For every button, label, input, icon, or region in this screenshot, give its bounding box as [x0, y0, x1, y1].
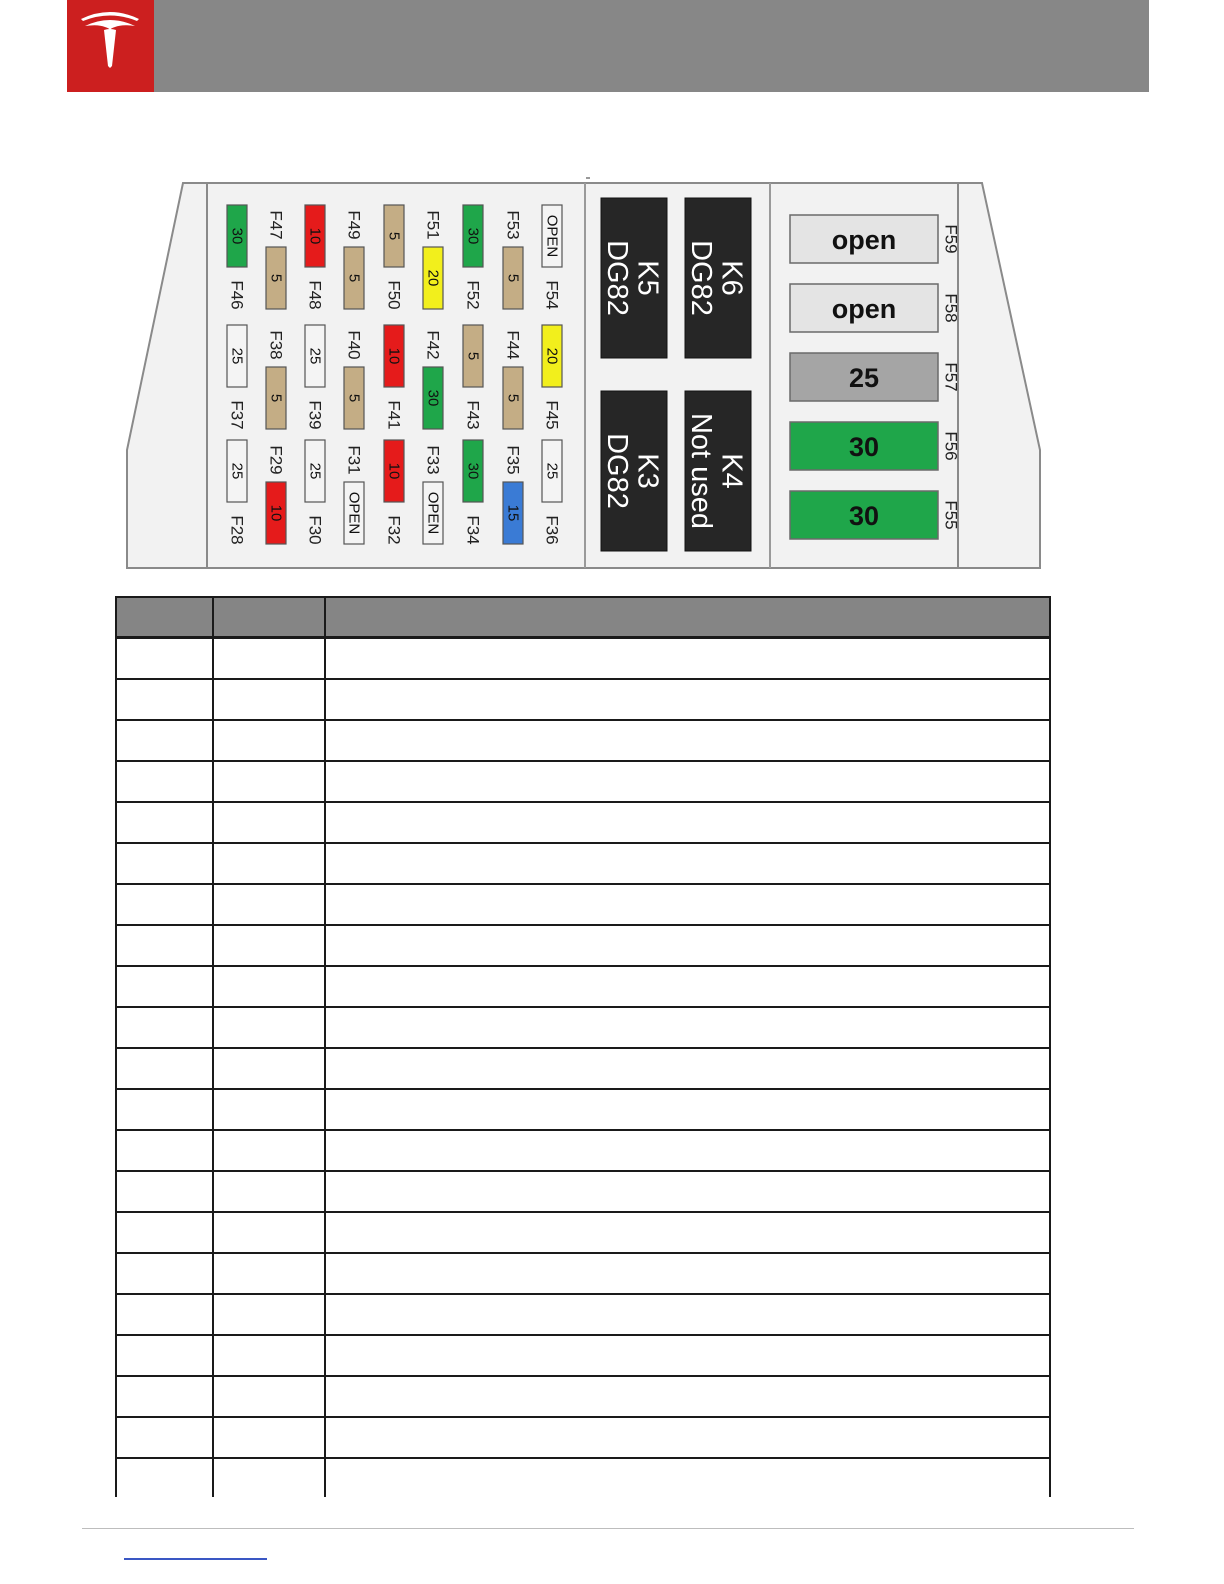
table-cell — [213, 679, 325, 720]
table-cell — [325, 679, 1050, 720]
table-cell — [213, 802, 325, 843]
fuse-number-label: F51 — [423, 210, 443, 240]
fuse-amp-label: 15 — [504, 504, 522, 522]
minifuse-f38 — [266, 330, 286, 429]
fuse-number-label: F28 — [227, 515, 247, 545]
table-cell — [213, 884, 325, 925]
table-row — [116, 1048, 1050, 1089]
table-cell — [325, 1089, 1050, 1130]
table-cell — [213, 1130, 325, 1171]
fuse-number-label: F34 — [463, 515, 483, 545]
table-cell — [116, 1376, 213, 1417]
maxifuse-f55 — [790, 491, 961, 539]
table-cell — [116, 843, 213, 884]
table-cell — [325, 1417, 1050, 1458]
fuse-amp-label: 30 — [464, 227, 482, 245]
table-row — [116, 1294, 1050, 1335]
table-cell — [213, 720, 325, 761]
table-cell — [325, 1294, 1050, 1335]
fuse-amp-label: 5 — [267, 273, 285, 283]
relay-label: K4Not used — [684, 412, 748, 530]
table-cell — [325, 638, 1050, 680]
fuse-number-label: F33 — [423, 445, 443, 475]
minifuse-f49 — [344, 210, 364, 309]
table-cell — [116, 1048, 213, 1089]
table-cell — [325, 925, 1050, 966]
fuse-amp-label: OPEN — [543, 214, 561, 258]
table-cell — [325, 761, 1050, 802]
fuse-amp-label: 30 — [228, 227, 246, 245]
footer-rule — [82, 1528, 1134, 1529]
fuse-number-label: F59 — [941, 224, 961, 254]
fuse-amp-label: 30 — [848, 501, 880, 531]
minifuse-f45 — [542, 325, 562, 430]
table-cell — [116, 679, 213, 720]
fuse-amp-label: 5 — [345, 273, 363, 283]
table-body — [116, 638, 1050, 1498]
fuse-amp-label: 25 — [228, 347, 246, 365]
maxifuse-f58 — [790, 284, 961, 332]
table-cell — [213, 843, 325, 884]
table-row — [116, 1458, 1050, 1497]
table-cell — [325, 1130, 1050, 1171]
table-cell — [213, 1089, 325, 1130]
relay-label: K3DG82 — [600, 433, 664, 509]
minifuse-f47 — [266, 210, 286, 309]
table-row — [116, 925, 1050, 966]
fuse-number-label: F39 — [305, 400, 325, 430]
table-cell — [116, 884, 213, 925]
table-row — [116, 802, 1050, 843]
table-row — [116, 1376, 1050, 1417]
table-row — [116, 679, 1050, 720]
fuse-box-left-wing — [127, 183, 207, 568]
table-cell — [213, 1417, 325, 1458]
fuse-amp-label: 30 — [848, 432, 880, 462]
fuse-table — [115, 596, 1051, 1497]
footer-link[interactable] — [124, 1558, 267, 1560]
table-cell — [116, 1212, 213, 1253]
minifuse-group — [227, 205, 562, 545]
table-cell — [213, 1294, 325, 1335]
minifuse-f46 — [227, 205, 247, 310]
minifuse-f32 — [384, 440, 404, 545]
table-row — [116, 720, 1050, 761]
table-cell — [325, 802, 1050, 843]
fuse-amp-label: open — [831, 225, 897, 255]
fuse-amp-label: 10 — [385, 462, 403, 480]
table-cell — [116, 802, 213, 843]
table-cell — [116, 1130, 213, 1171]
fuse-amp-label: 25 — [228, 462, 246, 480]
minifuse-f36 — [542, 440, 562, 545]
table-cell — [325, 1376, 1050, 1417]
table-cell — [116, 1458, 213, 1497]
fuse-number-label: F50 — [384, 280, 404, 310]
table-cell — [325, 1048, 1050, 1089]
table-cell — [213, 1335, 325, 1376]
fuse-number-label: F43 — [463, 400, 483, 430]
fuse-amp-label: 30 — [464, 462, 482, 480]
fuse-amp-label: 5 — [504, 393, 522, 403]
column-header-circuit — [325, 597, 1050, 638]
fuse-number-label: F40 — [344, 330, 364, 360]
table-cell — [213, 1171, 325, 1212]
table-cell — [213, 1253, 325, 1294]
table-row — [116, 1089, 1050, 1130]
table-cell — [116, 1007, 213, 1048]
table-cell — [116, 720, 213, 761]
minifuse-f54 — [542, 205, 562, 310]
relay-label: K6DG82 — [684, 240, 748, 316]
minifuse-f44 — [503, 330, 523, 429]
minifuse-f28 — [227, 440, 247, 545]
minifuse-f40 — [344, 330, 364, 429]
fuse-number-label: F57 — [941, 362, 961, 392]
table-cell — [116, 1294, 213, 1335]
fuse-amp-label: 25 — [543, 462, 561, 480]
table-cell — [325, 1253, 1050, 1294]
table-row — [116, 638, 1050, 680]
minifuse-f52 — [463, 205, 483, 310]
fuse-number-label: F38 — [266, 330, 286, 360]
fuse-number-label: F55 — [941, 500, 961, 530]
minifuse-f48 — [305, 205, 325, 310]
table-cell — [116, 1417, 213, 1458]
table-cell — [213, 1458, 325, 1497]
table-cell — [116, 966, 213, 1007]
table-cell — [325, 720, 1050, 761]
minifuse-f29 — [266, 445, 286, 544]
table-row — [116, 1171, 1050, 1212]
table-row — [116, 1212, 1050, 1253]
fuse-number-label: F29 — [266, 445, 286, 475]
fuse-amp-label: 30 — [424, 389, 442, 407]
table-cell — [213, 1212, 325, 1253]
table-cell — [116, 638, 213, 680]
fuse-amp-label: 25 — [306, 347, 324, 365]
table-cell — [325, 1458, 1050, 1497]
fuse-number-label: F49 — [344, 210, 364, 240]
fuse-amp-label: 20 — [424, 269, 442, 287]
minifuse-f30 — [305, 440, 325, 545]
fuse-amp-label: open — [831, 294, 897, 324]
table-cell — [213, 1048, 325, 1089]
fuse-amp-label: 10 — [267, 504, 285, 522]
column-header-amps — [213, 597, 325, 638]
fuse-number-label: F54 — [542, 280, 562, 310]
maxifuse-group — [790, 215, 961, 539]
column-header-fuse — [116, 597, 213, 638]
table-row — [116, 761, 1050, 802]
fuse-number-label: F56 — [941, 431, 961, 461]
fuse-number-label: F41 — [384, 400, 404, 430]
table-row — [116, 1007, 1050, 1048]
minifuse-f43 — [463, 325, 483, 430]
fuse-number-label: F53 — [503, 210, 523, 240]
minifuse-f34 — [463, 440, 483, 545]
table-row — [116, 843, 1050, 884]
fuse-number-label: F52 — [463, 280, 483, 310]
minifuse-f50 — [384, 205, 404, 310]
fuse-number-label: F44 — [503, 330, 523, 360]
fuse-amp-label: 5 — [504, 273, 522, 283]
fuse-box-right-wing — [958, 183, 1040, 568]
table-cell — [116, 925, 213, 966]
fuse-number-label: F47 — [266, 210, 286, 240]
table-cell — [325, 1335, 1050, 1376]
fuse-amp-label: OPEN — [345, 491, 363, 535]
fuse-number-label: F35 — [503, 445, 523, 475]
fuse-number-label: F32 — [384, 515, 404, 545]
maxifuse-f59 — [790, 215, 961, 263]
table-row — [116, 884, 1050, 925]
table-cell — [325, 1171, 1050, 1212]
fuse-amp-label: 5 — [464, 351, 482, 361]
relay-k5 — [601, 198, 667, 358]
table-cell — [325, 966, 1050, 1007]
minifuse-f41 — [384, 325, 404, 430]
table-row — [116, 1253, 1050, 1294]
table-cell — [116, 1253, 213, 1294]
fuse-number-label: F30 — [305, 515, 325, 545]
table-row — [116, 1130, 1050, 1171]
minifuse-f37 — [227, 325, 247, 430]
fuse-number-label: F31 — [344, 445, 364, 475]
table-cell — [213, 1007, 325, 1048]
table-cell — [116, 761, 213, 802]
table-row — [116, 966, 1050, 1007]
table-cell — [213, 638, 325, 680]
fuse-amp-label: 25 — [306, 462, 324, 480]
maxifuse-f57 — [790, 353, 961, 401]
table-cell — [213, 925, 325, 966]
fuse-number-label: F45 — [542, 400, 562, 430]
relay-k3 — [601, 391, 667, 551]
minifuse-f35 — [503, 445, 523, 544]
table-cell — [213, 1376, 325, 1417]
fuse-number-label: F42 — [423, 330, 443, 360]
fuse-amp-label: 10 — [385, 347, 403, 365]
minifuse-f51 — [423, 210, 443, 309]
table-cell — [116, 1089, 213, 1130]
table-cell — [213, 966, 325, 1007]
table-cell — [325, 1212, 1050, 1253]
table-cell — [325, 843, 1050, 884]
minifuse-f31 — [344, 445, 364, 544]
fuse-number-label: F58 — [941, 293, 961, 323]
minifuse-f33 — [423, 445, 443, 544]
relay-k6 — [685, 198, 751, 358]
fuse-amp-label: 10 — [306, 227, 324, 245]
table-cell — [116, 1335, 213, 1376]
table-header-row — [116, 597, 1050, 638]
minifuse-f53 — [503, 210, 523, 309]
table-cell — [116, 1171, 213, 1212]
table-cell — [325, 1007, 1050, 1048]
table-row — [116, 1417, 1050, 1458]
minifuse-f42 — [423, 330, 443, 429]
fuse-number-label: F36 — [542, 515, 562, 545]
maxifuse-f56 — [790, 422, 961, 470]
fuse-box-diagram — [0, 0, 1224, 600]
fuse-amp-label: 25 — [848, 363, 880, 393]
relay-label: K5DG82 — [600, 240, 664, 316]
fuse-number-label: F48 — [305, 280, 325, 310]
table-row — [116, 1335, 1050, 1376]
fuse-amp-label: 5 — [385, 231, 403, 241]
minifuse-f39 — [305, 325, 325, 430]
fuse-amp-label: 20 — [543, 347, 561, 365]
fuse-amp-label: 5 — [267, 393, 285, 403]
fuse-amp-label: 5 — [345, 393, 363, 403]
fuse-number-label: F46 — [227, 280, 247, 310]
table-cell — [325, 884, 1050, 925]
table-cell — [213, 761, 325, 802]
fuse-number-label: F37 — [227, 400, 247, 430]
relay-k4 — [685, 391, 751, 551]
fuse-amp-label: OPEN — [424, 491, 442, 535]
